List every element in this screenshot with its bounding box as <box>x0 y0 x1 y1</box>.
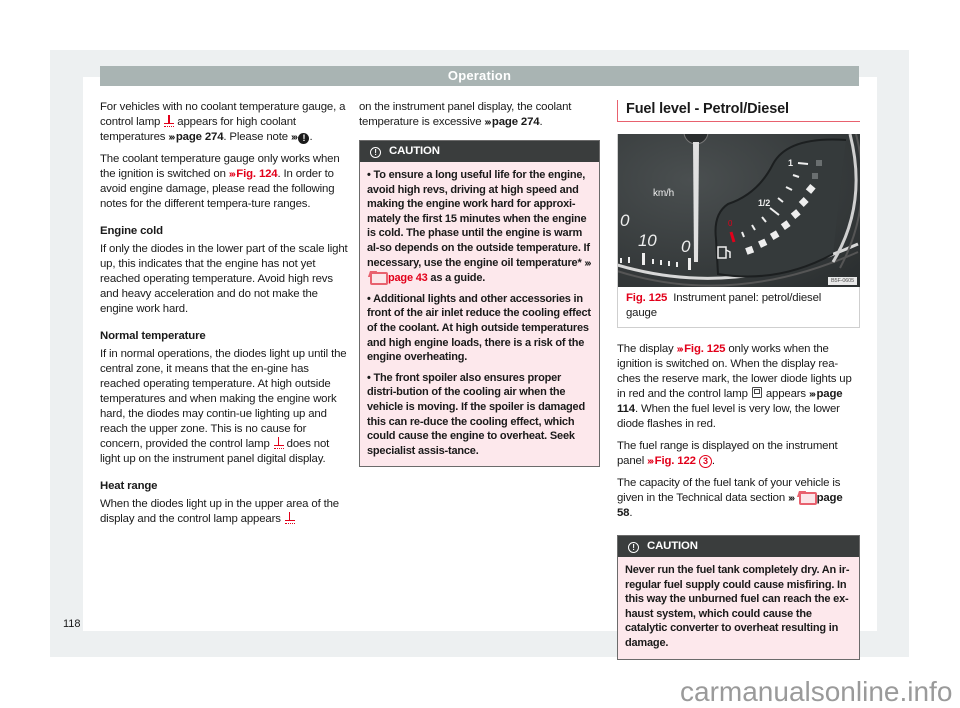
column-2 <box>359 100 600 467</box>
paragraph-display-reserve: The display ››› Fig. 125 only works when the ignition is switched on. When the display rea-ches the reserve mark, the lower diode lights up in red and the control lamp appears ››› page 114. When the fuel level is very low, the lower diode flashes in red. <box>617 343 852 430</box>
caution-box-fuel <box>617 535 860 660</box>
book-reference-icon <box>369 271 386 282</box>
paragraph-heat-range: When the diodes light up in the upper area of the display and the control lamp appears <box>100 498 339 525</box>
page-number: 118 <box>63 618 81 630</box>
page-link[interactable]: page 274 <box>175 131 224 143</box>
caution-bullet: • Additional lights and other accessories in front of the air inlet reduce the cooling effect of the coolant. At high outside temperatures and high engine loads, there is a risk of the engine overheating. <box>367 292 591 364</box>
watermark: carmanualsonline.info <box>680 676 953 707</box>
image-code: B5F-0605 <box>828 277 857 285</box>
caution-header: ! CAUTION <box>360 141 599 162</box>
page-link[interactable]: page 274 <box>491 116 540 128</box>
fuel-gauge-image <box>618 134 860 287</box>
caution-icon: ! <box>628 542 639 553</box>
caution-body: Never run the fuel tank completely dry. An ir-regular fuel supply could cause misfiring. In this way the unburned fuel can reach the ex-haust system, which could cause the catalytic converter to overheat resulting in damage. <box>625 564 850 649</box>
caution-header: ! CAUTION <box>618 536 859 557</box>
cross-reference-arrows-icon: ››› <box>676 344 683 355</box>
chapter-header: Operation <box>100 66 859 86</box>
paragraph-gauge-ignition: The coolant temperature gauge only works when the ignition is switched on ››› Fig. 124. In order to avoid engine damage, please read the following notes for the different tempera-ture ranges. <box>100 153 340 210</box>
caution-box-engine <box>359 140 600 467</box>
page-link[interactable]: page 114 <box>617 388 843 415</box>
page-link[interactable]: page 43 <box>388 272 428 285</box>
svg-text:1/2: 1/2 <box>758 198 771 208</box>
cross-reference-arrows-icon: ››› <box>647 456 653 467</box>
paragraph-tank-capacity: The capacity of the fuel tank of your vehicle is given in the Technical data section ››› page 58. <box>617 477 843 519</box>
figure-link[interactable]: Fig. 122 <box>654 455 696 467</box>
caution-bullet: • The front spoiler also ensures proper distri-bution of the cooling air when the vehicle is moving. If the spoiler is damaged this can re-duce the cooling effect, which could cause the engine to overheat. Seek specialist assis-tance. <box>367 371 585 457</box>
cross-reference-arrows-icon: ››› <box>168 132 174 143</box>
paragraph-fuel-range: The fuel range is displayed on the instrument panel ››› Fig. 122 3 . <box>617 440 838 467</box>
paragraph-coolant-lamp: For vehicles with no coolant temperature gauge, a control lamp appears for high coolant temperatures ››› page 274. Please note ››› ! . <box>100 101 346 143</box>
subheading-heat-range: Heat range <box>100 480 158 492</box>
subheading-normal-temperature: Normal temperature <box>100 330 206 342</box>
figure-link[interactable]: Fig. 124 <box>236 168 278 180</box>
paragraph-engine-cold: If only the diodes in the lower part of the scale light up, this indicates that the engine has not yet reached operating temperature. Avoid high revs and heavy acceleration and do not make the engine work hard. <box>100 243 348 315</box>
figure-number: Fig. 125 <box>626 292 668 304</box>
cross-reference-arrows-icon: ››› <box>484 117 490 128</box>
coolant-temperature-lamp-icon <box>273 437 284 448</box>
page-link[interactable]: page 58 <box>617 492 843 519</box>
cross-reference-arrows-icon: ››› <box>228 169 235 180</box>
callout-number: 3 <box>699 455 712 468</box>
column-1 <box>100 100 348 534</box>
warning-note-icon[interactable]: ! <box>298 133 309 144</box>
fuel-pump-lamp-icon <box>752 387 762 398</box>
svg-text:0: 0 <box>681 237 691 256</box>
figure-fuel-gauge <box>617 134 860 328</box>
svg-text:10: 10 <box>638 231 657 250</box>
caution-icon: ! <box>370 147 381 158</box>
coolant-temperature-lamp-icon <box>284 512 295 523</box>
svg-text:0: 0 <box>728 219 733 228</box>
cross-reference-arrows-icon: ››› <box>788 493 794 504</box>
book-reference-icon <box>798 491 815 502</box>
cross-reference-arrows-icon: ››› <box>290 132 297 143</box>
svg-text:0: 0 <box>620 211 630 230</box>
section-title: Fuel level - Petrol/Diesel <box>617 100 860 122</box>
paragraph-normal-temperature: If in normal operations, the diodes light up until the central zone, it means that the en-gine has reached operating temperature. At high outside temperatures and when making the engine work hard, the diodes may contin-ue lighting up and reach the upper zone. This is no cause for concern, provided the control lamp does not light up on the instrument panel digital display. <box>100 348 347 465</box>
svg-text:km/h: km/h <box>653 188 675 199</box>
cross-reference-arrows-icon: ››› <box>809 389 815 400</box>
svg-text:1: 1 <box>788 158 793 168</box>
subheading-engine-cold: Engine cold <box>100 225 163 237</box>
coolant-temperature-lamp-icon <box>163 115 174 126</box>
caution-bullet: • To ensure a long useful life for the engine, avoid high revs, driving at high speed and making the engine work hard for approxi-mately the first 15 minutes when the engine is cold. The phase until the engine is warm al-so depends on the outside temperature. If necessary, use the engine oil temperature* ›››page 43 as a guide. <box>367 169 590 285</box>
column-3 <box>617 100 860 660</box>
figure-caption: Fig. 125 Instrument panel: petrol/diesel gauge <box>626 292 822 319</box>
paragraph-coolant-excessive: on the instrument panel display, the coolant temperature is excessive ››› page 274. <box>359 101 572 128</box>
cross-reference-arrows-icon: ››› <box>584 257 590 269</box>
figure-link[interactable]: Fig. 125 <box>684 343 726 355</box>
fuel-gauge-illustration <box>618 134 860 287</box>
caution-body <box>360 162 599 466</box>
